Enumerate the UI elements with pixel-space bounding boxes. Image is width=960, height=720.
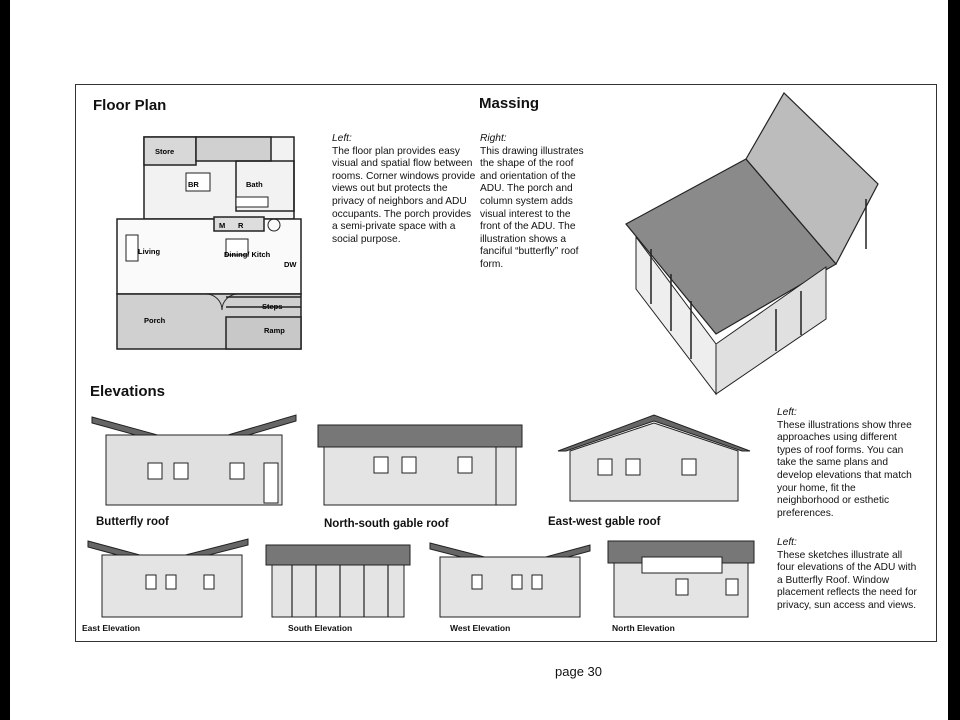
- floor-plan-heading: Floor Plan: [93, 97, 167, 114]
- room-label-dw: DW: [284, 260, 297, 269]
- room-label-br: BR: [188, 180, 199, 189]
- floor-plan-note-label: Left:: [332, 133, 352, 144]
- room-label-store: Store: [155, 147, 175, 156]
- room-label-living: Living: [138, 247, 161, 256]
- massing-heading: Massing: [479, 95, 540, 112]
- north-elevation-label: North Elevation: [612, 623, 675, 633]
- south-elevation-label: South Elevation: [288, 623, 353, 633]
- east-elevation-drawing: [86, 537, 252, 619]
- elevations-heading: Elevations: [90, 383, 166, 400]
- west-elevation-label: West Elevation: [450, 623, 511, 633]
- butterfly-roof-elevation: [88, 411, 300, 507]
- room-label-r: R: [238, 221, 244, 230]
- floor-plan-note: [332, 133, 476, 246]
- elevations-note-1: [777, 407, 917, 520]
- elevations-note-1-text: These illustrations show three approaches using different types of roof forms. You can take the same plans and develop elevations that match your home, fit the neighborhood or esthetic preferences.: [777, 419, 912, 519]
- room-label-bath: Bath: [246, 180, 263, 189]
- east-west-gable-elevation: [556, 413, 752, 505]
- south-elevation-drawing: [264, 541, 414, 619]
- floor-plan-drawing: [114, 127, 304, 353]
- content-frame: [75, 84, 937, 642]
- room-label-steps: Steps: [262, 302, 283, 311]
- elevations-note-2: [777, 537, 917, 613]
- east-elevation-label: East Elevation: [82, 623, 141, 633]
- north-elevation-drawing: [606, 539, 756, 619]
- room-label-m: M: [219, 221, 226, 230]
- butterfly-roof-caption: Butterfly roof: [96, 516, 169, 528]
- massing-drawing: [616, 89, 906, 405]
- massing-note-text: This drawing illustrates the shape of the roof and orientation of the ADU. The porch and column system adds visual interest to the front of the ADU. The illustration shows a fanciful “butterfly” roof form.: [480, 145, 584, 270]
- west-elevation-drawing: [428, 539, 594, 619]
- north-south-gable-caption: North-south gable roof: [324, 518, 449, 530]
- room-label-dining-kitch: Dining/ Kitch: [224, 250, 271, 259]
- elevations-note-2-label: Left:: [777, 537, 797, 548]
- massing-note-label: Right:: [480, 133, 507, 144]
- massing-note: [480, 133, 584, 272]
- east-west-gable-caption: East-west gable roof: [548, 516, 661, 528]
- elevations-note-2-text: These sketches illustrate all four elevations of the ADU with a Butterfly Roof. Window placement reflects the need for privacy, sun access and views.: [777, 549, 917, 611]
- floor-plan-note-text: The floor plan provides easy visual and spatial flow between rooms. Corner windows provide views out but protects the privacy of neighbors and ADU occupants. The porch provides a semi-private space with a social purpose.: [332, 145, 476, 245]
- room-label-ramp: Ramp: [264, 326, 285, 335]
- elevations-note-1-label: Left:: [777, 407, 797, 418]
- room-label-porch: Porch: [144, 316, 166, 325]
- north-south-gable-elevation: [316, 423, 530, 507]
- page-number: page 30: [555, 664, 602, 679]
